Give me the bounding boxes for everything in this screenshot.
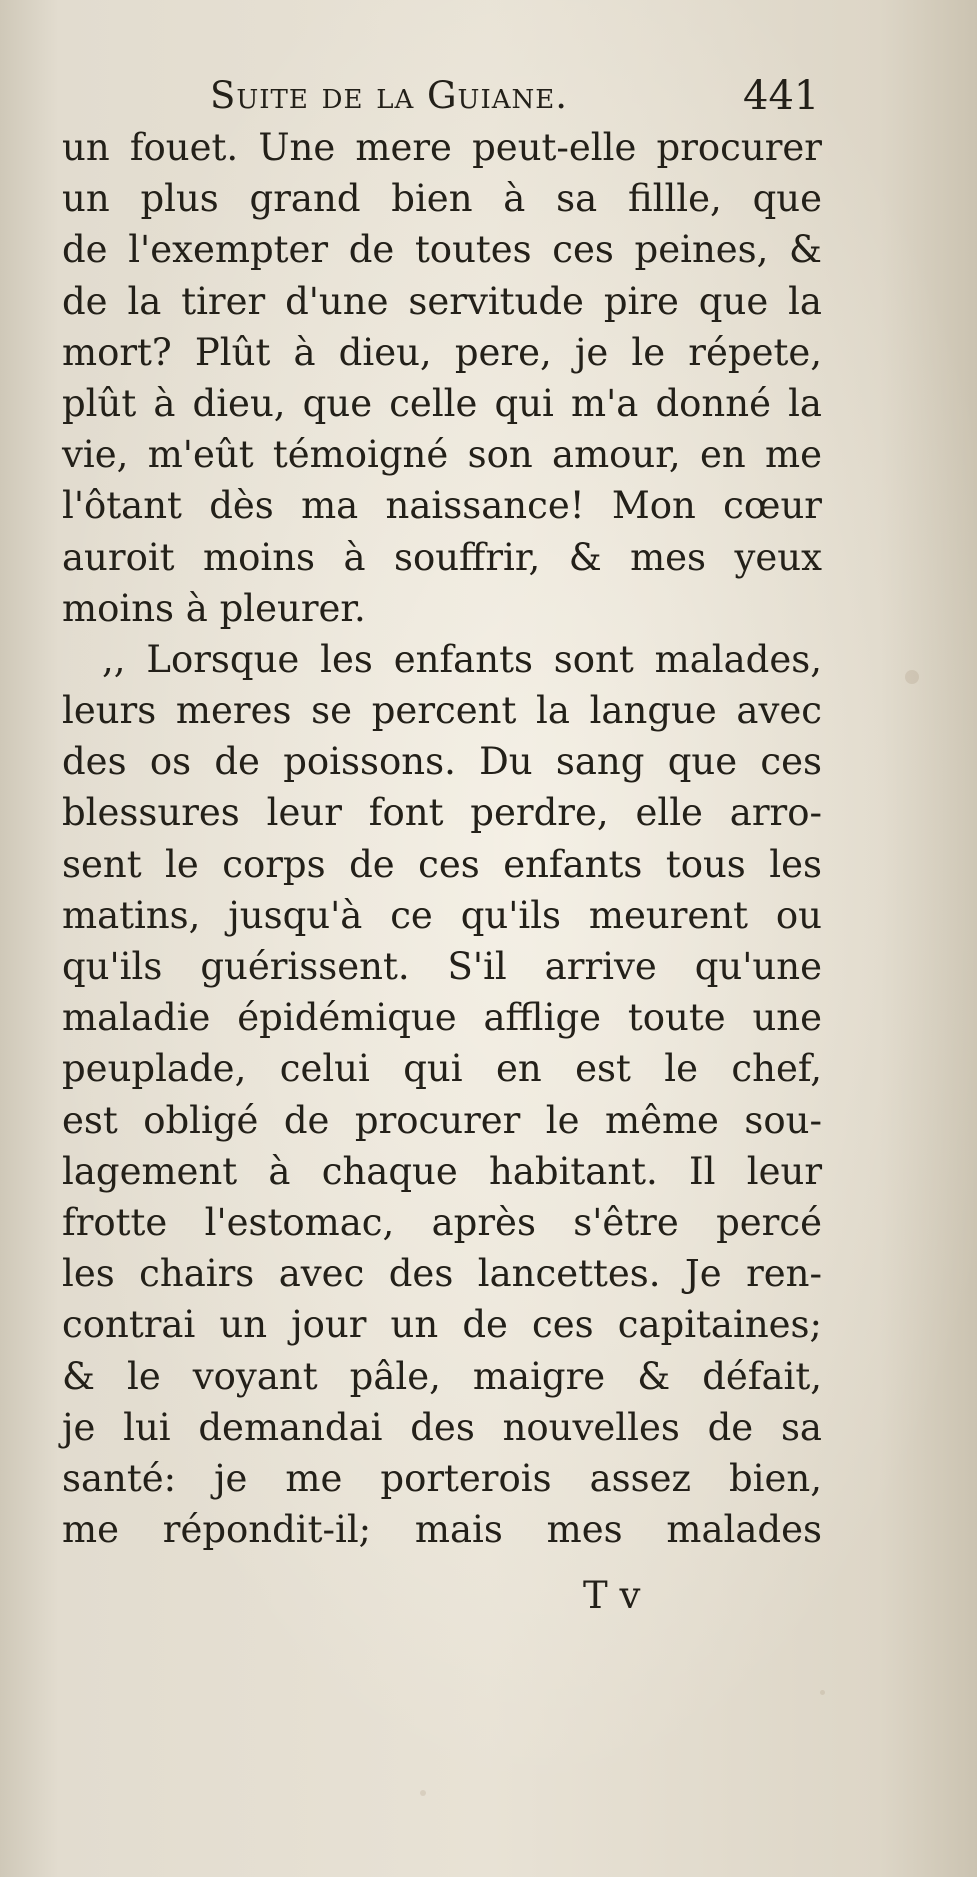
body-text (62, 122, 822, 1555)
text-line: matins, jusqu'à ce qu'ils meurent ou (62, 893, 822, 937)
text-line: plût à dieu, que celle qui m'a donné la (62, 381, 822, 425)
signature-mark: T v (583, 1574, 641, 1617)
text-line: moins à pleurer. (62, 586, 366, 630)
text-line: blessures leur font perdre, elle arro- (62, 791, 822, 835)
text-line: des os de poissons. Du sang que ces (62, 740, 822, 784)
text-line: je lui demandai des nouvelles de sa (62, 1405, 822, 1449)
paper-stain (905, 670, 919, 684)
text-line: les chairs avec des lancettes. Je ren- (62, 1252, 822, 1296)
text-line: est obligé de procurer le même sou- (62, 1098, 822, 1142)
page-number: 441 (743, 73, 820, 119)
text-line: auroit moins à souffrir, & mes yeux (62, 535, 822, 579)
text-line: santé: je me porterois assez bien, (62, 1456, 822, 1500)
text-line: mort? Plût à dieu, pere, je le répete, (62, 330, 822, 374)
text-line: me répondit-il; mais mes malades (62, 1508, 822, 1552)
text-line: peuplade, celui qui en est le chef, (62, 1047, 822, 1091)
text-line: frotte l'estomac, après s'être percé (62, 1200, 822, 1244)
text-line: qu'ils guérissent. S'il arrive qu'une (62, 945, 822, 988)
text-line: un plus grand bien à sa fillle, que (62, 177, 822, 221)
text-line: sent le corps de ces enfants tous les (62, 842, 822, 886)
text-line: vie, m'eût témoigné son amour, en me (62, 433, 822, 477)
running-title: Suite de la Guiane. (210, 74, 569, 117)
text-line: lagement à chaque habitant. Il leur (62, 1149, 822, 1193)
text-line: leurs meres se percent la langue avec (62, 689, 822, 733)
page-header (70, 68, 827, 124)
paper-stain (420, 1790, 426, 1796)
text-line: contrai un jour un de ces capitaines; (62, 1303, 822, 1347)
text-line: ,, Lorsque les enfants sont malades, (102, 637, 822, 681)
paper-stain (820, 1690, 825, 1695)
text-line: un fouet. Une mere peut-elle procurer (62, 126, 822, 169)
text-line: & le voyant pâle, maigre & défait, (62, 1354, 822, 1398)
text-line: de l'exempter de toutes ces peines, & (62, 228, 822, 272)
text-line: de la tirer d'une servitude pire que la (62, 279, 822, 323)
text-line: l'ôtant dès ma naissance! Mon cœur (62, 484, 822, 528)
text-line: maladie épidémique afflige toute une (62, 996, 822, 1040)
